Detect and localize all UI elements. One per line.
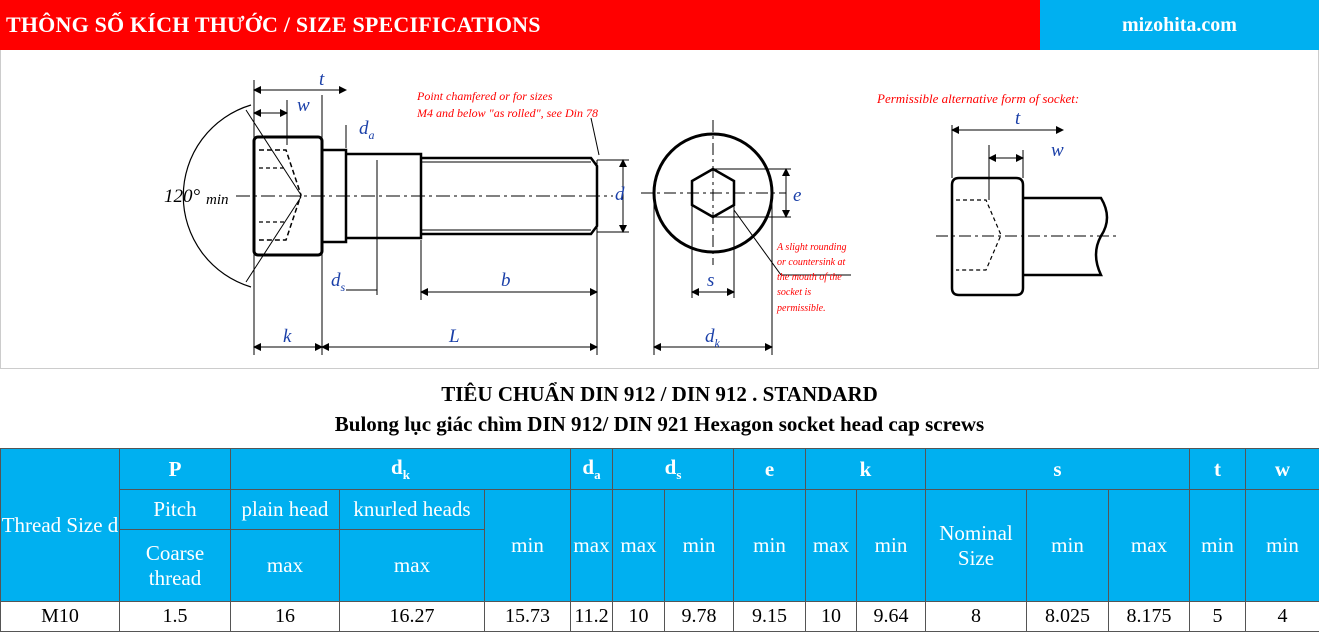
table-row (1, 602, 1319, 632)
site-name[interactable]: mizohita.com (1040, 0, 1319, 50)
cell-dk-knurled-max: 16.27 (340, 602, 485, 632)
cell-ds-max: 10 (613, 602, 665, 632)
cell-pitch: 1.5 (120, 602, 231, 632)
label-b: b (501, 270, 511, 291)
header-s: s (926, 449, 1190, 490)
cell-e-min: 9.15 (734, 602, 806, 632)
cell-s-max: 8.175 (1109, 602, 1190, 632)
screw-end-view (641, 120, 851, 355)
svg-text:permissible.: permissible. (777, 303, 826, 314)
label-k: k (283, 326, 292, 347)
header-da-max: max (571, 490, 613, 602)
spec-table (0, 448, 1319, 632)
page-header (0, 0, 1319, 50)
cell-da-max: 11.2 (571, 602, 613, 632)
cell-s-nominal: 8 (926, 602, 1027, 632)
svg-text:the mouth of the: the mouth of the (777, 272, 842, 283)
label-d: d (615, 184, 625, 205)
header-s-nominal: Nominal Size (926, 490, 1027, 602)
cell-t-min: 5 (1190, 602, 1246, 632)
label-da: $d_a$ (359, 118, 375, 142)
header-da: $d_a$ (571, 449, 613, 490)
note-rounding (776, 242, 846, 314)
header-s-min: min (1027, 490, 1109, 602)
technical-drawing (0, 50, 1319, 368)
header-s-max: max (1109, 490, 1190, 602)
header-t: t (1190, 449, 1246, 490)
header-w-min: min (1246, 490, 1319, 602)
label-angle: 120° (164, 186, 201, 207)
label-alt-w: w (1051, 140, 1064, 161)
header-ds: $d_s$ (613, 449, 734, 490)
header-P: P (120, 449, 231, 490)
header-e-min: min (734, 490, 806, 602)
label-dk: $d_k$ (705, 326, 720, 350)
note-alt-socket: Permissible alternative form of socket: (877, 91, 1080, 106)
cell-s-min: 8.025 (1027, 602, 1109, 632)
header-plain-max: max (231, 530, 340, 602)
label-s: s (707, 270, 715, 291)
header-plain-head: plain head (231, 490, 340, 530)
header-dk-min: min (485, 490, 571, 602)
drawing-svg (1, 50, 1318, 368)
label-t: t (319, 69, 325, 90)
standard-title: TIÊU CHUẨN DIN 912 / DIN 912 . STANDARD (441, 382, 878, 406)
header-ds-max: max (613, 490, 665, 602)
cell-k-max: 10 (806, 602, 857, 632)
cell-w-min: 4 (1246, 602, 1319, 632)
header-w: w (1246, 449, 1319, 490)
label-L: L (449, 326, 460, 347)
note-chamfer-1: Point chamfered or for sizes (417, 89, 553, 103)
header-coarse-thread: Coarse thread (120, 530, 231, 602)
header-knurled-heads: knurled heads (340, 490, 485, 530)
cell-dk-plain-max: 16 (231, 602, 340, 632)
header-dk: $d_k$ (231, 449, 571, 490)
label-e: e (793, 185, 802, 206)
label-w: w (297, 95, 310, 116)
standard-titles (0, 368, 1319, 448)
header-k-min: min (857, 490, 926, 602)
header-knurled-max: max (340, 530, 485, 602)
standard-subtitle: Bulong lục giác chìm DIN 912/ DIN 921 Hexagon socket head cap screws (334, 412, 985, 436)
screw-side-view (183, 80, 629, 355)
label-ds: $d_s$ (331, 270, 346, 294)
header-k-max: max (806, 490, 857, 602)
svg-text:A slight rounding: A slight rounding (777, 242, 847, 253)
header-t-min: min (1190, 490, 1246, 602)
header-k: k (806, 449, 926, 490)
cell-thread-size: M10 (1, 602, 120, 632)
header-pitch: Pitch (120, 490, 231, 530)
alt-socket-view (936, 125, 1116, 295)
header-thread-size: Thread Size d (1, 449, 120, 602)
page-title: THÔNG SỐ KÍCH THƯỚC / SIZE SPECIFICATIONS (0, 0, 1040, 50)
note-chamfer-2: M4 and below "as rolled", see Din 78 (417, 106, 598, 120)
label-alt-t: t (1015, 108, 1021, 129)
cell-dk-min: 15.73 (485, 602, 571, 632)
header-e: e (734, 449, 806, 490)
svg-text:socket is: socket is (777, 287, 812, 298)
svg-text:or countersink at: or countersink at (777, 257, 846, 268)
cell-ds-min: 9.78 (665, 602, 734, 632)
header-ds-min: min (665, 490, 734, 602)
cell-k-min: 9.64 (857, 602, 926, 632)
label-angle-min: min (206, 192, 229, 208)
